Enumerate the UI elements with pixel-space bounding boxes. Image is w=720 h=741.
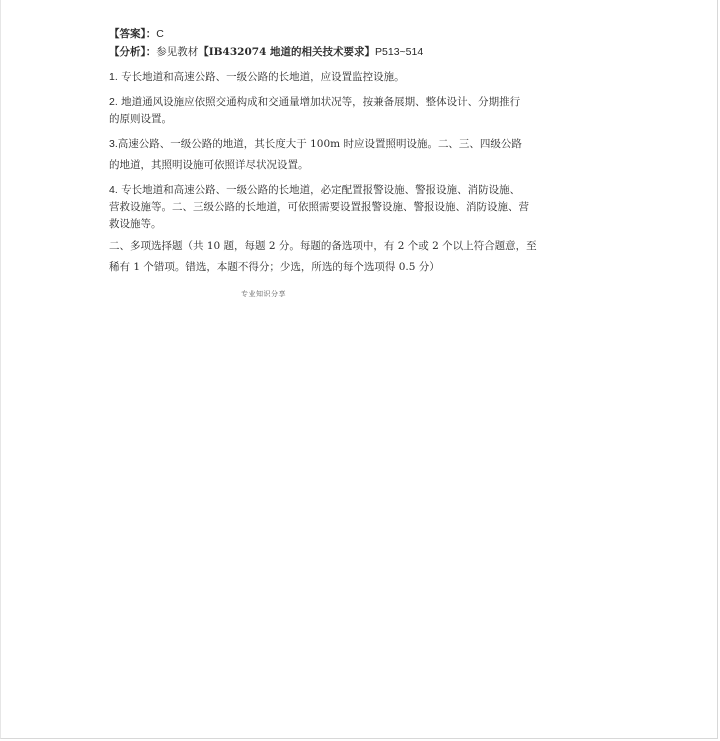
- analysis-reference: 【IB432074 地道的相关技术要求】: [198, 46, 376, 58]
- item-1: [109, 69, 529, 86]
- item-2: [109, 94, 529, 128]
- item-2-number: 2.: [109, 96, 118, 108]
- analysis-label: 【分析】：: [109, 46, 157, 58]
- item-4: [109, 182, 529, 233]
- answer-line: [109, 26, 529, 43]
- analysis-pages: P513~514: [375, 46, 424, 58]
- section-line-2: 稀有 1 个错项。错选，本题不得分；少选，所选的每个选项得 0.5 分）: [109, 261, 440, 273]
- item-2-line-2: 的原则设置。: [109, 113, 172, 125]
- page-footer: 专业知识分享: [241, 290, 286, 298]
- multiple-choice-section: [109, 238, 537, 276]
- item-4-number: 4.: [109, 184, 118, 196]
- item-3-line-2: 的地道，其照明设施可依照详尽状况设置。: [109, 159, 309, 171]
- answer-value: C: [156, 28, 164, 40]
- item-4-line-2: 营救设施等。二、三级公路的长地道，可依照需要设置报警设施、警报设施、消防设施、营: [109, 201, 529, 213]
- answer-label: 【答案】：: [109, 28, 157, 40]
- section-line-1: 二、多项选择题（共 10 题，每题 2 分。每题的备选项中，有 2 个或 2 个以上符合题意，至: [109, 240, 537, 252]
- item-2-text: 地道通风设施应依照交通构成和交通量增加状况等，按兼备展期、整体设计、分期推行: [121, 96, 521, 108]
- item-3-line-1: [109, 136, 529, 153]
- analysis-prefix: 参见教材: [156, 46, 199, 58]
- item-4-line-3: 救设施等。: [109, 218, 162, 230]
- item-4-text: 专长地道和高速公路、一级公路的长地道，必定配置报警设施、警报设施、消防设施、: [121, 184, 521, 196]
- document-body: [109, 26, 537, 276]
- item-4-line-1: [109, 182, 529, 199]
- item-3: [109, 136, 529, 174]
- item-1-number: 1.: [109, 71, 118, 83]
- item-3-text: 高速公路、一级公路的地道，其长度大于 100m 时应设置照明设施。二、三、四级公路: [117, 138, 522, 150]
- analysis-line: [109, 44, 529, 61]
- item-3-number: 3.: [109, 138, 118, 150]
- item-2-line-1: [109, 94, 529, 111]
- item-1-line-1: [109, 69, 529, 86]
- item-1-text: 专长地道和高速公路、一级公路的长地道，应设置监控设施。: [121, 71, 405, 83]
